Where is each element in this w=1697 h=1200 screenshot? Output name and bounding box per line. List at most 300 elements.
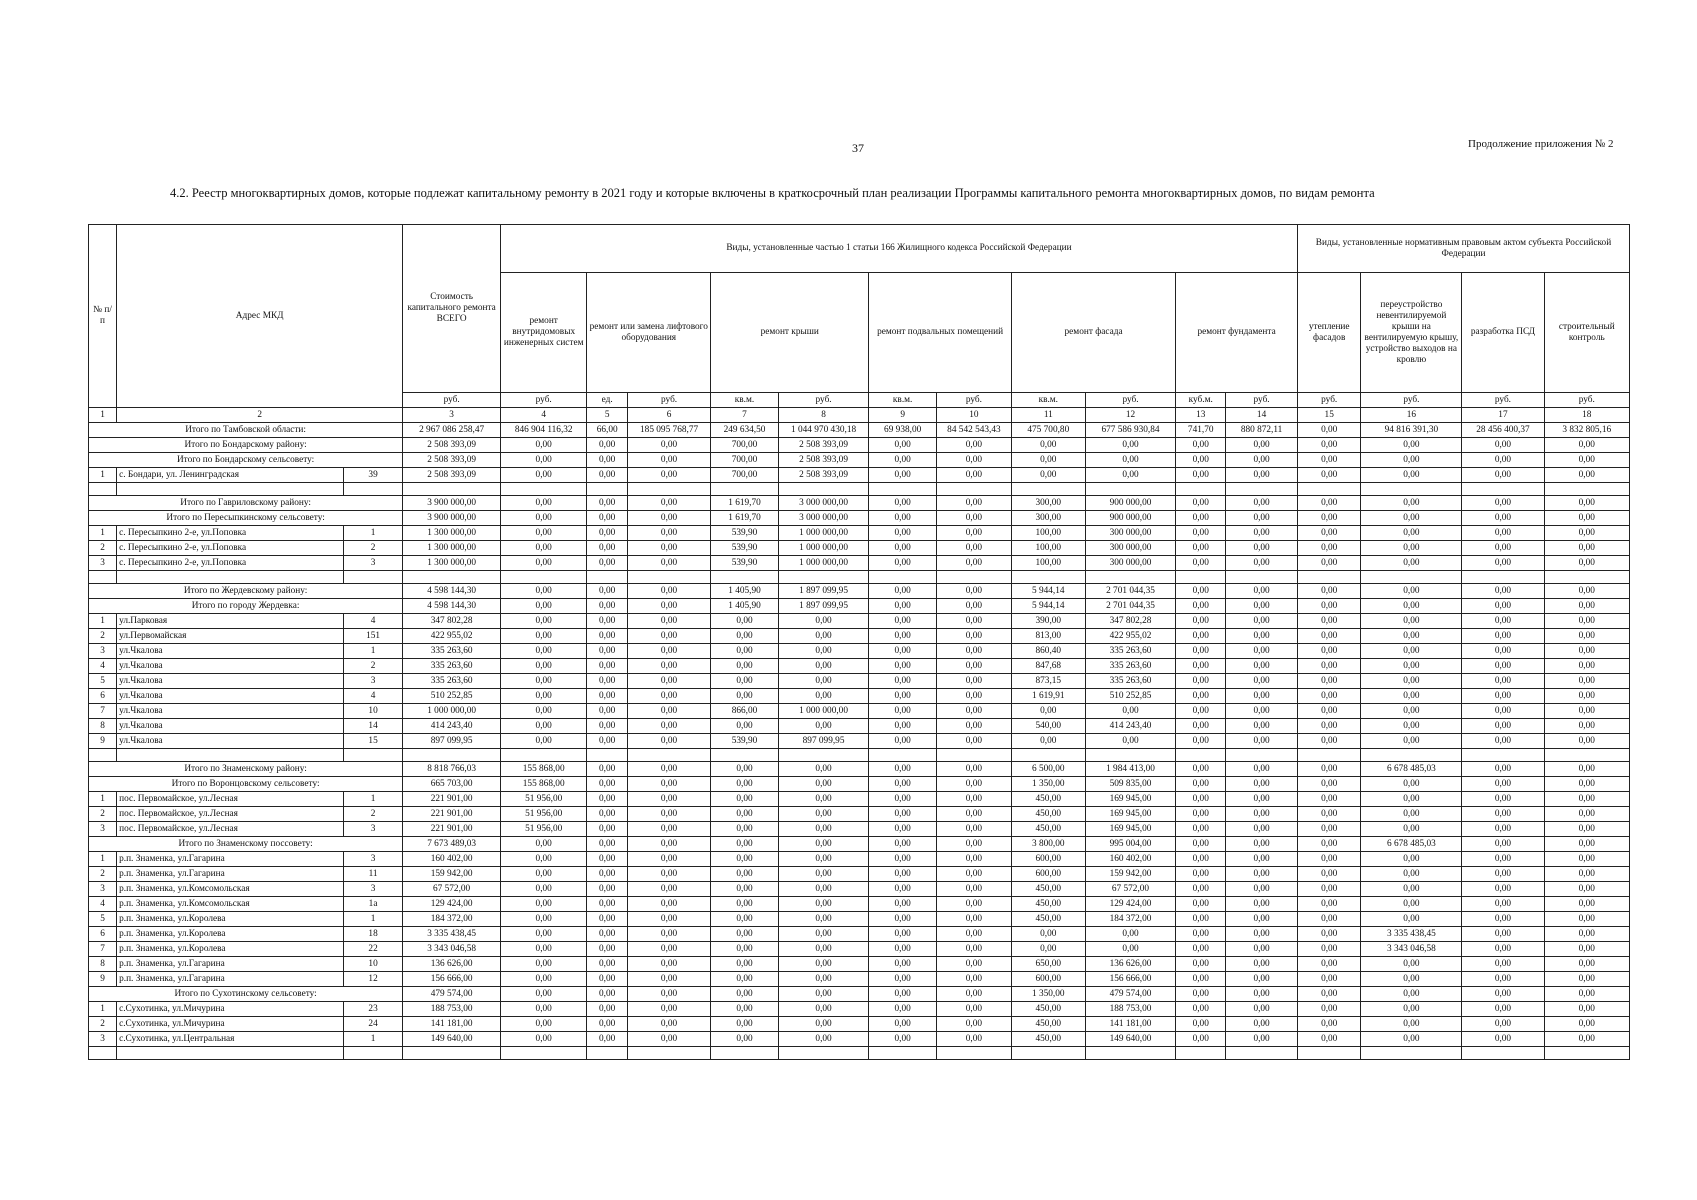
value-cell: 0,00 [711,987,779,1002]
row-number: 4 [89,897,117,912]
value-cell: 0,00 [1462,837,1544,852]
table-row [89,556,1630,571]
value-cell: 0,00 [587,762,628,777]
empty-cell [1176,1047,1226,1060]
row-number: 5 [89,912,117,927]
value-cell: 0,00 [711,882,779,897]
table-row [89,927,1630,942]
value-cell: 0,00 [627,1017,710,1032]
row-house-number: 2 [343,659,402,674]
value-cell: 0,00 [587,912,628,927]
value-cell: 0,00 [936,972,1011,987]
value-cell: 897 099,95 [778,734,869,749]
value-cell: 0,00 [1297,957,1360,972]
value-cell: 0,00 [1176,541,1226,556]
value-cell: 0,00 [1226,867,1298,882]
value-cell: 0,00 [627,972,710,987]
value-cell: 0,00 [627,942,710,957]
value-cell: 0,00 [1544,942,1629,957]
value-cell: 2 508 393,09 [403,468,501,483]
empty-cell [1176,749,1226,762]
row-number: 3 [89,1032,117,1047]
value-cell: 6 500,00 [1011,762,1085,777]
value-cell: 0,00 [1297,882,1360,897]
value-cell: 0,00 [1361,957,1462,972]
row-address: с.Сухотинка, ул.Мичурина [117,1017,344,1032]
empty-cell [1462,1047,1544,1060]
table-row [89,972,1630,987]
empty-cell [587,483,628,496]
row-address: р.п. Знаменка, ул.Гагарина [117,972,344,987]
value-cell: 0,00 [1462,556,1544,571]
value-cell: 0,00 [1226,644,1298,659]
value-cell: 0,00 [1297,822,1360,837]
value-cell: 0,00 [1226,957,1298,972]
table-row [89,897,1630,912]
value-cell: 3 335 438,45 [1361,927,1462,942]
value-cell: 155 868,00 [501,762,587,777]
value-cell: 0,00 [501,867,587,882]
value-cell: 0,00 [1544,599,1629,614]
value-cell: 995 004,00 [1085,837,1176,852]
value-cell: 0,00 [587,438,628,453]
value-cell: 0,00 [1226,987,1298,1002]
column-number: 17 [1462,408,1544,423]
value-cell: 0,00 [1011,734,1085,749]
value-cell: 0,00 [1544,734,1629,749]
value-cell: 185 095 768,77 [627,423,710,438]
value-cell: 0,00 [869,882,937,897]
value-cell: 0,00 [587,704,628,719]
value-cell: 677 586 930,84 [1085,423,1176,438]
empty-cell [778,1047,869,1060]
value-cell: 0,00 [1544,496,1629,511]
value-cell: 0,00 [587,511,628,526]
value-cell: 0,00 [1226,614,1298,629]
unit-cell: кв.м. [711,393,779,408]
value-cell: 414 243,40 [403,719,501,734]
value-cell: 0,00 [1297,734,1360,749]
value-cell: 0,00 [1176,852,1226,867]
row-house-number: 1 [343,1032,402,1047]
value-cell: 1 000 000,00 [403,704,501,719]
row-address: ул.Чкалова [117,734,344,749]
document-title: 4.2. Реестр многоквартирных домов, которые подлежат капитальному ремонту в 2021 году и которые включены в краткосрочный план реализации Программы капитального ремонта многоквартирных домов, по видам ремонта [170,186,1375,200]
value-cell: 0,00 [1226,897,1298,912]
value-cell: 0,00 [587,807,628,822]
row-number: 1 [89,468,117,483]
value-cell: 0,00 [936,541,1011,556]
row-number: 2 [89,807,117,822]
value-cell: 0,00 [1361,629,1462,644]
value-cell: 0,00 [587,837,628,852]
row-house-number: 3 [343,882,402,897]
empty-cell [936,483,1011,496]
table-row [89,852,1630,867]
value-cell: 0,00 [1176,556,1226,571]
value-cell: 3 832 805,16 [1544,423,1629,438]
value-cell: 0,00 [1297,792,1360,807]
value-cell: 0,00 [1176,912,1226,927]
value-cell: 0,00 [936,927,1011,942]
value-cell: 0,00 [1297,644,1360,659]
column-number: 7 [711,408,779,423]
value-cell: 0,00 [869,852,937,867]
value-cell: 0,00 [869,468,937,483]
value-cell: 0,00 [936,1002,1011,1017]
value-cell: 0,00 [1361,777,1462,792]
subtotal-label: Итого по Гавриловскому району: [89,496,403,511]
value-cell: 1 300 000,00 [403,556,501,571]
value-cell: 0,00 [1462,614,1544,629]
spacer-row [89,483,1630,496]
empty-cell [89,483,117,496]
value-cell: 0,00 [1226,453,1298,468]
table-row [89,734,1630,749]
value-cell: 0,00 [587,972,628,987]
table-row [89,719,1630,734]
value-cell: 0,00 [1226,777,1298,792]
value-cell: 0,00 [1226,496,1298,511]
value-cell: 0,00 [501,614,587,629]
value-cell: 149 640,00 [403,1032,501,1047]
table-row [89,659,1630,674]
row-number: 8 [89,957,117,972]
unit-cell: руб. [1297,393,1360,408]
value-cell: 600,00 [1011,852,1085,867]
value-cell: 0,00 [1462,897,1544,912]
value-cell: 0,00 [1176,822,1226,837]
value-cell: 450,00 [1011,822,1085,837]
value-cell: 100,00 [1011,556,1085,571]
value-cell: 0,00 [778,719,869,734]
value-cell: 0,00 [778,987,869,1002]
value-cell: 0,00 [711,792,779,807]
value-cell: 0,00 [1544,762,1629,777]
value-cell: 0,00 [1462,689,1544,704]
value-cell: 0,00 [1544,1017,1629,1032]
value-cell: 0,00 [936,704,1011,719]
value-cell: 0,00 [1176,674,1226,689]
row-address: ул.Чкалова [117,704,344,719]
value-cell: 0,00 [1085,734,1176,749]
empty-cell [936,749,1011,762]
value-cell: 0,00 [936,867,1011,882]
value-cell: 0,00 [627,674,710,689]
value-cell: 0,00 [1544,822,1629,837]
value-cell: 0,00 [869,972,937,987]
empty-cell [1462,749,1544,762]
value-cell: 0,00 [936,659,1011,674]
value-cell: 0,00 [1297,659,1360,674]
value-cell: 0,00 [778,942,869,957]
value-cell: 0,00 [627,468,710,483]
unit-cell: кв.м. [869,393,937,408]
value-cell: 159 942,00 [403,867,501,882]
value-cell: 0,00 [778,852,869,867]
value-cell: 0,00 [1544,957,1629,972]
value-cell: 4 598 144,30 [403,599,501,614]
value-cell: 0,00 [936,837,1011,852]
value-cell: 0,00 [1176,704,1226,719]
value-cell: 0,00 [1226,468,1298,483]
value-cell: 0,00 [1085,468,1176,483]
value-cell: 0,00 [627,912,710,927]
row-address: ул.Первомайская [117,629,344,644]
value-cell: 0,00 [1544,541,1629,556]
value-cell: 0,00 [869,719,937,734]
row-address: р.п. Знаменка, ул.Комсомольская [117,897,344,912]
subtotal-row [89,584,1630,599]
value-cell: 0,00 [778,689,869,704]
value-cell: 0,00 [869,912,937,927]
row-house-number: 3 [343,556,402,571]
empty-cell [587,1047,628,1060]
empty-cell [1297,483,1360,496]
value-cell: 0,00 [1361,674,1462,689]
value-cell: 141 181,00 [1085,1017,1176,1032]
value-cell: 0,00 [936,762,1011,777]
empty-cell [587,749,628,762]
value-cell: 0,00 [1176,438,1226,453]
value-cell: 0,00 [1462,867,1544,882]
value-cell: 0,00 [1297,584,1360,599]
value-cell: 0,00 [1297,1017,1360,1032]
value-cell: 0,00 [936,674,1011,689]
value-cell: 0,00 [1544,852,1629,867]
value-cell: 0,00 [1361,659,1462,674]
value-cell: 0,00 [936,468,1011,483]
value-cell: 0,00 [501,719,587,734]
value-cell: 0,00 [869,762,937,777]
value-cell: 335 263,60 [1085,659,1176,674]
row-address: с.Сухотинка, ул.Мичурина [117,1002,344,1017]
row-address: р.п. Знаменка, ул.Королева [117,942,344,957]
subtotal-label: Итого по Тамбовской области: [89,423,403,438]
unit-cell: кв.м. [1011,393,1085,408]
value-cell: 1 350,00 [1011,987,1085,1002]
row-address: с. Пересыпкино 2-е, ул.Поповка [117,541,344,556]
row-address: ул.Чкалова [117,674,344,689]
value-cell: 1 405,90 [711,599,779,614]
value-cell: 0,00 [936,556,1011,571]
table-row [89,614,1630,629]
value-cell: 0,00 [501,659,587,674]
value-cell: 0,00 [627,584,710,599]
value-cell: 0,00 [1462,584,1544,599]
value-cell: 0,00 [1226,942,1298,957]
value-cell: 0,00 [1011,468,1085,483]
value-cell: 0,00 [1297,942,1360,957]
value-cell: 0,00 [627,599,710,614]
header-work-foundation: ремонт фундамента [1176,273,1298,393]
empty-cell [1085,1047,1176,1060]
value-cell: 0,00 [1176,629,1226,644]
value-cell: 0,00 [1176,897,1226,912]
value-cell: 0,00 [1226,734,1298,749]
value-cell: 0,00 [1226,584,1298,599]
value-cell: 0,00 [1011,927,1085,942]
value-cell: 0,00 [936,1017,1011,1032]
value-cell: 0,00 [1176,957,1226,972]
row-house-number: 14 [343,719,402,734]
value-cell: 1 619,70 [711,511,779,526]
value-cell: 450,00 [1011,792,1085,807]
row-number: 9 [89,734,117,749]
value-cell: 0,00 [1176,689,1226,704]
row-address: с. Пересыпкино 2-е, ул.Поповка [117,526,344,541]
row-number: 8 [89,719,117,734]
value-cell: 221 901,00 [403,822,501,837]
value-cell: 0,00 [627,822,710,837]
value-cell: 5 944,14 [1011,599,1085,614]
subtotal-row [89,453,1630,468]
subtotal-row [89,987,1630,1002]
value-cell: 155 868,00 [501,777,587,792]
value-cell: 0,00 [627,511,710,526]
value-cell: 0,00 [1462,987,1544,1002]
subtotal-row [89,777,1630,792]
subtotal-row [89,837,1630,852]
value-cell: 0,00 [1361,704,1462,719]
empty-cell [1297,1047,1360,1060]
value-cell: 160 402,00 [403,852,501,867]
value-cell: 0,00 [627,541,710,556]
value-cell: 160 402,00 [1085,852,1176,867]
value-cell: 600,00 [1011,972,1085,987]
table-row [89,629,1630,644]
value-cell: 0,00 [1176,807,1226,822]
value-cell: 0,00 [1361,719,1462,734]
value-cell: 0,00 [869,807,937,822]
value-cell: 0,00 [501,1002,587,1017]
value-cell: 0,00 [627,734,710,749]
value-cell: 0,00 [1176,1002,1226,1017]
value-cell: 0,00 [1176,987,1226,1002]
value-cell: 0,00 [627,526,710,541]
value-cell: 422 955,02 [403,629,501,644]
value-cell: 0,00 [501,526,587,541]
value-cell: 0,00 [1544,987,1629,1002]
column-number: 6 [627,408,710,423]
value-cell: 169 945,00 [1085,822,1176,837]
empty-cell [1226,749,1298,762]
value-cell: 0,00 [587,987,628,1002]
value-cell: 0,00 [1085,453,1176,468]
empty-cell [343,483,402,496]
empty-cell [1544,1047,1629,1060]
value-cell: 300,00 [1011,496,1085,511]
value-cell: 0,00 [869,957,937,972]
value-cell: 741,70 [1176,423,1226,438]
value-cell: 0,00 [778,777,869,792]
value-cell: 0,00 [1176,1032,1226,1047]
row-number: 7 [89,704,117,719]
row-address: р.п. Знаменка, ул.Комсомольская [117,882,344,897]
empty-cell [627,1047,710,1060]
value-cell: 0,00 [869,674,937,689]
value-cell: 1 000 000,00 [778,556,869,571]
header-total-cost: Стоимость капитального ремонта ВСЕГО [403,225,501,393]
row-house-number: 11 [343,867,402,882]
value-cell: 0,00 [1226,719,1298,734]
value-cell: 0,00 [1462,1002,1544,1017]
value-cell: 0,00 [1462,852,1544,867]
value-cell: 0,00 [1226,882,1298,897]
column-number: 13 [1176,408,1226,423]
value-cell: 0,00 [627,1002,710,1017]
empty-cell [1361,571,1462,584]
row-house-number: 15 [343,734,402,749]
value-cell: 0,00 [869,629,937,644]
value-cell: 0,00 [1462,674,1544,689]
value-cell: 0,00 [1361,1017,1462,1032]
value-cell: 0,00 [501,1017,587,1032]
value-cell: 0,00 [587,599,628,614]
table-row [89,822,1630,837]
value-cell: 0,00 [1297,777,1360,792]
value-cell: 0,00 [711,1017,779,1032]
value-cell: 0,00 [778,867,869,882]
value-cell: 0,00 [587,957,628,972]
value-cell: 0,00 [1361,987,1462,1002]
value-cell: 0,00 [627,897,710,912]
value-cell: 0,00 [711,942,779,957]
value-cell: 0,00 [1544,867,1629,882]
empty-cell [869,749,937,762]
row-house-number: 4 [343,614,402,629]
value-cell: 0,00 [869,689,937,704]
value-cell: 0,00 [1462,822,1544,837]
value-cell: 0,00 [587,1032,628,1047]
value-cell: 0,00 [1297,927,1360,942]
value-cell: 1 044 970 430,18 [778,423,869,438]
column-number: 3 [403,408,501,423]
value-cell: 0,00 [869,897,937,912]
value-cell: 0,00 [1297,614,1360,629]
row-address: р.п. Знаменка, ул.Королева [117,912,344,927]
column-number: 11 [1011,408,1085,423]
value-cell: 0,00 [1361,584,1462,599]
value-cell: 0,00 [1361,912,1462,927]
value-cell: 0,00 [1361,526,1462,541]
value-cell: 0,00 [936,942,1011,957]
value-cell: 4 598 144,30 [403,584,501,599]
value-cell: 539,90 [711,541,779,556]
value-cell: 0,00 [1361,897,1462,912]
row-house-number: 10 [343,957,402,972]
continuation-label: Продолжение приложения № 2 [1468,138,1614,150]
empty-cell [869,1047,937,1060]
column-number: 9 [869,408,937,423]
header-work-roof: ремонт крыши [711,273,869,393]
value-cell: 0,00 [1361,453,1462,468]
value-cell: 0,00 [869,942,937,957]
value-cell: 0,00 [1011,453,1085,468]
value-cell: 0,00 [1544,689,1629,704]
value-cell: 0,00 [869,584,937,599]
value-cell: 0,00 [587,584,628,599]
empty-cell [1085,749,1176,762]
value-cell: 0,00 [1544,629,1629,644]
row-house-number: 1 [343,526,402,541]
value-cell: 0,00 [1462,719,1544,734]
column-number: 8 [778,408,869,423]
value-cell: 0,00 [778,882,869,897]
value-cell: 0,00 [1462,511,1544,526]
value-cell: 0,00 [1544,674,1629,689]
value-cell: 0,00 [711,927,779,942]
